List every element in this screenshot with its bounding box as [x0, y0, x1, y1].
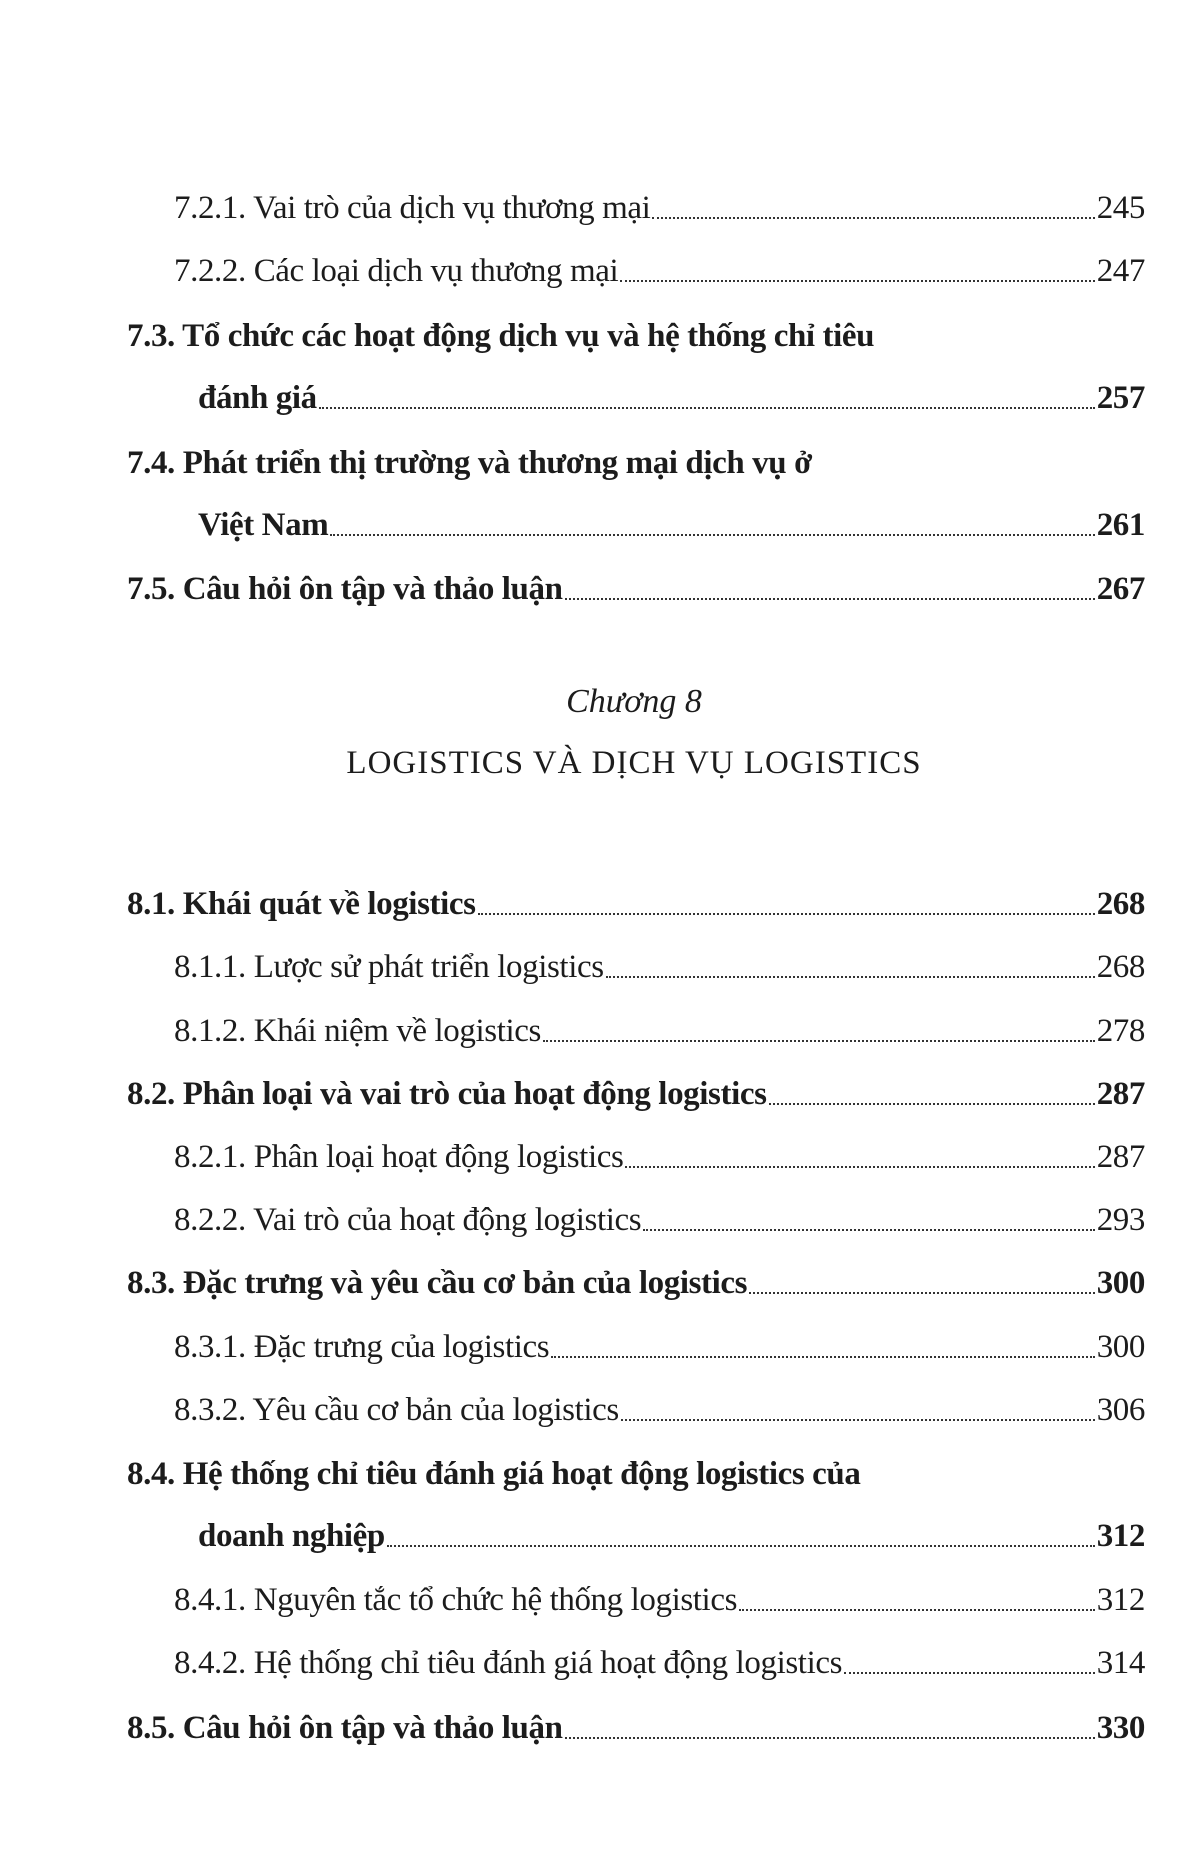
- toc-page-number: 268: [1096, 886, 1145, 922]
- toc-entry-title: 8.5. Câu hỏi ôn tập và thảo luận: [127, 1710, 563, 1746]
- dot-leader: [643, 1229, 1094, 1231]
- toc-entry-title: 7.2.2. Các loại dịch vụ thương mại: [174, 253, 619, 289]
- toc-entry-title: 8.3. Đặc trưng và yêu cầu cơ bản của logistics: [127, 1265, 748, 1301]
- dot-leader: [844, 1672, 1095, 1674]
- toc-entry-title: Việt Nam: [198, 507, 329, 543]
- dot-leader: [330, 534, 1094, 536]
- dot-leader: [621, 1419, 1095, 1421]
- toc-page-number: 268: [1096, 949, 1145, 985]
- toc-entry-title: 8.4. Hệ thống chỉ tiêu đánh giá hoạt động logistics của: [127, 1456, 861, 1492]
- toc-page-number: 312: [1096, 1518, 1145, 1554]
- toc-page-number: 247: [1096, 253, 1145, 289]
- dot-leader: [739, 1609, 1095, 1611]
- toc-page-number: 330: [1096, 1710, 1145, 1746]
- toc-entry: [0, 991, 1145, 1051]
- toc-page-number: 306: [1096, 1392, 1145, 1428]
- toc-page-number: 267: [1096, 571, 1145, 607]
- dot-leader: [620, 280, 1094, 282]
- dot-leader: [749, 1292, 1095, 1294]
- toc-entry: [0, 423, 1145, 483]
- dot-leader: [478, 913, 1095, 915]
- toc-entry: [0, 1307, 1145, 1367]
- toc-page-number: 293: [1096, 1202, 1145, 1238]
- toc-entry-title: 8.3.1. Đặc trưng của logistics: [174, 1329, 550, 1365]
- toc-entry: [0, 927, 1145, 987]
- toc-entry: [0, 549, 1145, 609]
- toc-page-number: 257: [1096, 380, 1145, 416]
- toc-page-number: 278: [1096, 1013, 1145, 1049]
- dot-leader: [319, 407, 1095, 409]
- dot-leader: [769, 1103, 1095, 1105]
- toc-entry: [0, 231, 1145, 291]
- toc-entry: [0, 358, 1145, 418]
- toc-entry-title: 8.2. Phân loại và vai trò của hoạt động logistics: [127, 1076, 767, 1112]
- toc-page-number: 287: [1096, 1139, 1145, 1175]
- toc-entry-title: 8.2.1. Phân loại hoạt động logistics: [174, 1139, 624, 1175]
- toc-page-number: 261: [1096, 507, 1145, 543]
- dot-leader: [565, 598, 1095, 600]
- toc-page-number: 300: [1096, 1329, 1145, 1365]
- toc-page-number: 312: [1096, 1582, 1145, 1618]
- toc-entry: [0, 1688, 1145, 1748]
- toc-entry: [0, 864, 1145, 924]
- dot-leader: [565, 1737, 1095, 1739]
- toc-entry-title: 7.5. Câu hỏi ôn tập và thảo luận: [127, 571, 563, 607]
- toc-entry-title: 8.4.1. Nguyên tắc tổ chức hệ thống logistics: [174, 1582, 738, 1618]
- toc-entry: [0, 1434, 1145, 1494]
- toc-page-number: 300: [1096, 1265, 1145, 1301]
- toc-page-number: 287: [1096, 1076, 1145, 1112]
- toc-entry-title: doanh nghiệp: [198, 1518, 385, 1554]
- toc-entry: [0, 296, 1145, 356]
- toc-entry: [0, 1370, 1145, 1430]
- toc-entry-title: 8.1.1. Lược sử phát triển logistics: [174, 949, 604, 985]
- toc-entry: [0, 1054, 1145, 1114]
- toc-entry-title: 8.1.2. Khái niệm về logistics: [174, 1013, 541, 1049]
- dot-leader: [606, 976, 1095, 978]
- toc-entry-title: 8.1. Khái quát về logistics: [127, 886, 476, 922]
- toc-entry: [0, 1560, 1145, 1620]
- toc-entry: [0, 1117, 1145, 1177]
- toc-entry-title: 7.4. Phát triển thị trường và thương mại dịch vụ ở: [127, 445, 812, 481]
- toc-entry: [0, 168, 1145, 228]
- toc-entry: [0, 1496, 1145, 1556]
- chapter-number: Chương 8: [566, 683, 702, 720]
- toc-entry-title: 8.3.2. Yêu cầu cơ bản của logistics: [174, 1392, 619, 1428]
- dot-leader: [625, 1166, 1094, 1168]
- dot-leader: [543, 1040, 1095, 1042]
- toc-entry: [0, 1623, 1145, 1683]
- toc-entry-title: 8.4.2. Hệ thống chỉ tiêu đánh giá hoạt động logistics: [174, 1645, 843, 1681]
- toc-entry-title: 7.2.1. Vai trò của dịch vụ thương mại: [174, 190, 651, 226]
- dot-leader: [551, 1356, 1094, 1358]
- dot-leader: [387, 1545, 1095, 1547]
- toc-entry: [0, 1243, 1145, 1303]
- chapter-title: LOGISTICS VÀ DỊCH VỤ LOGISTICS: [346, 745, 922, 781]
- dot-leader: [652, 217, 1094, 219]
- toc-entry-title: đánh giá: [198, 380, 317, 416]
- toc-entry-title: 7.3. Tổ chức các hoạt động dịch vụ và hệ thống chỉ tiêu: [127, 318, 875, 354]
- toc-page-number: 314: [1096, 1645, 1145, 1681]
- toc-entry: [0, 485, 1145, 545]
- toc-page-number: 245: [1096, 190, 1145, 226]
- toc-entry-title: 8.2.2. Vai trò của hoạt động logistics: [174, 1202, 642, 1238]
- toc-entry: [0, 1180, 1145, 1240]
